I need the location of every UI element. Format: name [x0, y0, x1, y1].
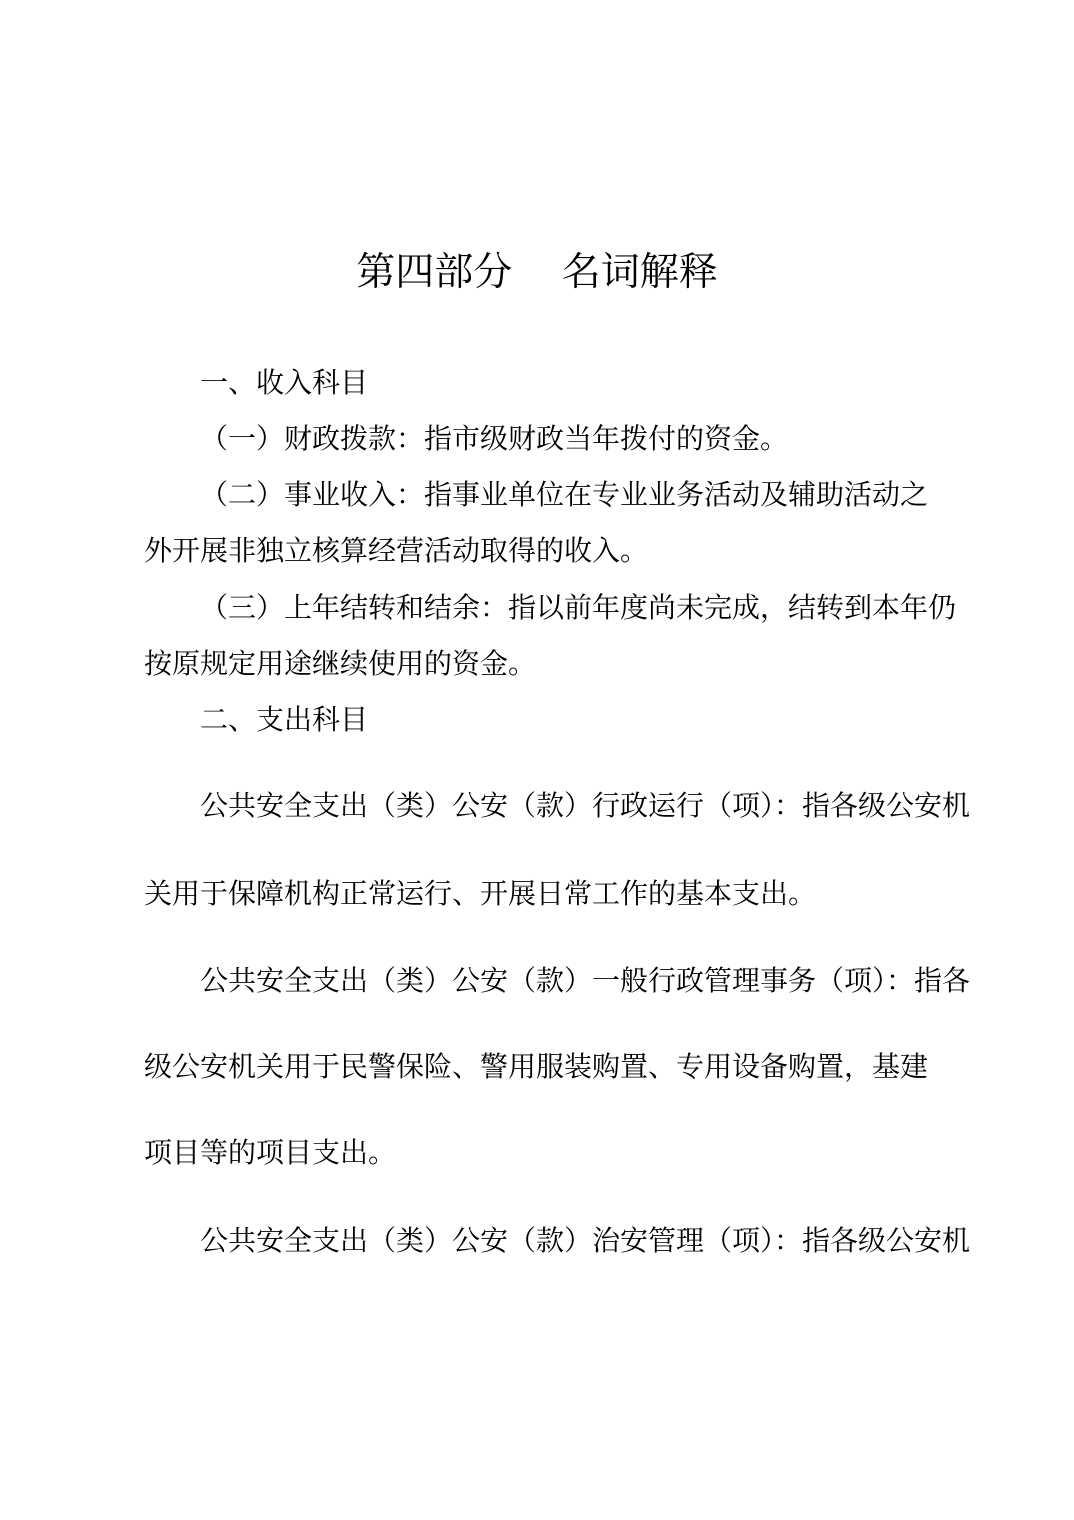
paragraph-line: 公共安全支出（类）公安（款）治安管理（项）：指各级公安机: [200, 1224, 971, 1257]
paragraph-line: 项目等的项目支出。: [144, 1136, 397, 1169]
paragraph-line: 关用于保障机构正常运行、开展日常工作的基本支出。: [144, 877, 817, 910]
section-heading-income: 一、收入科目: [200, 366, 369, 399]
paragraph-line: 公共安全支出（类）公安（款）一般行政管理事务（项）：指各: [200, 964, 971, 997]
paragraph-line: （一）财政拨款：指市级财政当年拨付的资金。: [200, 422, 789, 455]
paragraph-line: 公共安全支出（类）公安（款）行政运行（项）：指各级公安机: [200, 789, 971, 822]
section-heading-expenditure: 二、支出科目: [200, 703, 369, 736]
paragraph-line: 级公安机关用于民警保险、警用服装购置、专用设备购置，基建: [144, 1050, 929, 1083]
paragraph-line: （三）上年结转和结余：指以前年度尚未完成，结转到本年仍: [200, 591, 957, 624]
page-title: 第四部分 名词解释: [356, 250, 718, 295]
paragraph-line: 外开展非独立核算经营活动取得的收入。: [144, 534, 649, 567]
paragraph-line: （二）事业收入：指事业单位在专业业务活动及辅助活动之: [200, 478, 929, 511]
paragraph-line: 按原规定用途继续使用的资金。: [144, 647, 537, 680]
